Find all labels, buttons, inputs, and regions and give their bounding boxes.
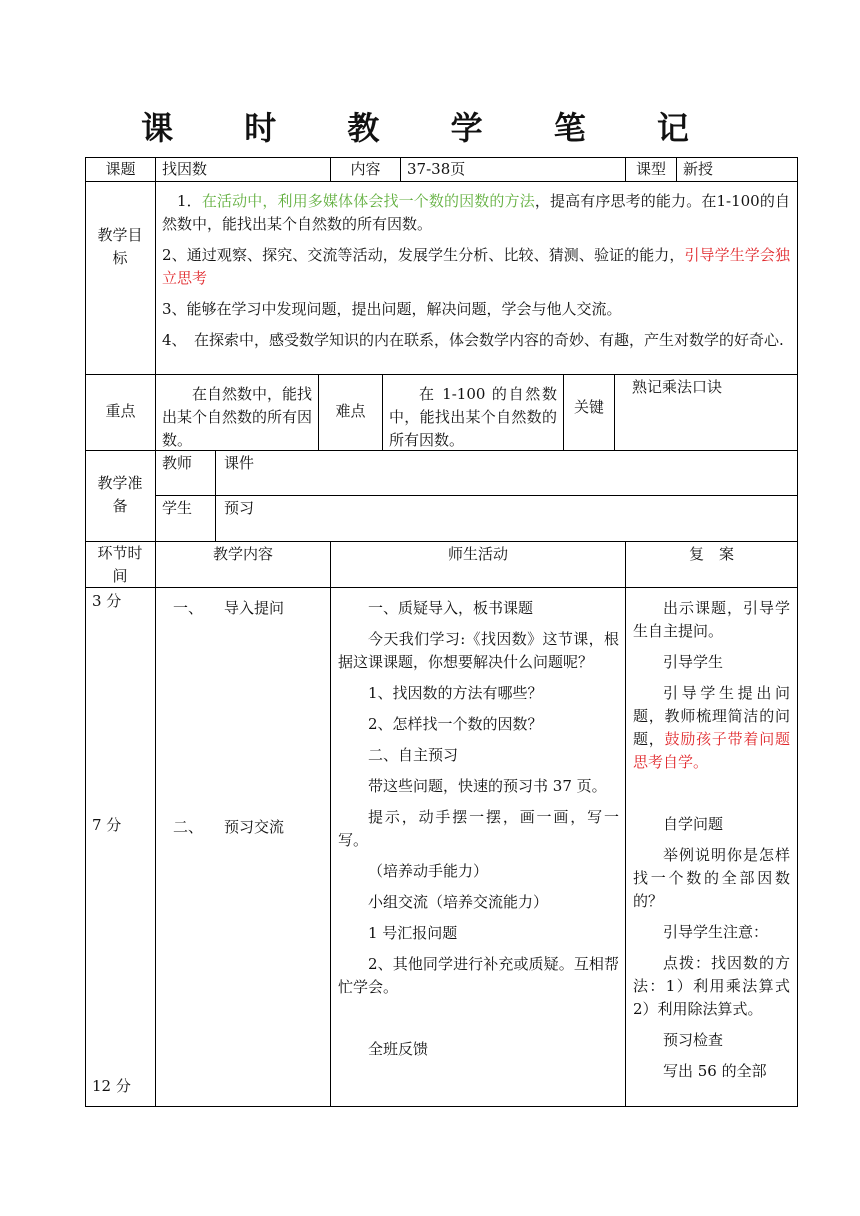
key-point-label: 重点	[105, 402, 136, 420]
activity-line: 2、其他同学进行补充或质疑。互相帮忙学会。	[338, 955, 619, 996]
content-2-text: 预习交流	[224, 818, 285, 836]
objective-1-rest: ，提高有序思考的能力。在1-100的自然数中，能找出某个自然数的所有因数。	[162, 192, 790, 233]
content-2-num: 二、	[173, 818, 204, 836]
activity-line: （培养动手能力）	[368, 862, 489, 880]
content-value: 37-38页	[407, 160, 466, 178]
content-1-text: 导入提问	[224, 599, 285, 617]
difficulty-label: 难点	[335, 402, 366, 420]
activity-column	[338, 597, 619, 1061]
objective-2-main: 2、通过观察、探究、交流等活动，发展学生分析、比较、猜测、验证的能力，	[162, 246, 685, 264]
topic-value: 找因数	[162, 160, 208, 178]
prep-teacher-label: 教师	[162, 454, 193, 472]
activity-line: 提示，动手摆一摆，画一画，写一写。	[338, 808, 619, 849]
prep-student-value: 预习	[224, 499, 255, 517]
objective-3: 3、能够在学习中发现问题，提出问题，解决问题，学会与他人交流。	[162, 300, 622, 318]
review-line: 自学问题	[663, 815, 724, 833]
review-line: 点拨：找因数的方法：1）利用乘法算式 2）利用除法算式。	[633, 954, 790, 1018]
prep-teacher-value: 课件	[224, 454, 255, 472]
col-content: 教学内容	[212, 545, 273, 563]
review-line: 出示课题，引导学生自主提问。	[633, 599, 790, 640]
crux-label: 关键	[573, 398, 604, 416]
content-1-num: 一、	[173, 599, 204, 617]
objective-1-prefix: 1．	[177, 192, 202, 210]
review-line: 举例说明你是怎样找一个数的全部因数的？	[633, 846, 790, 910]
review-line: 引导学生注意：	[663, 923, 769, 941]
col-time: 环节时间	[97, 544, 143, 585]
activity-line: 二、自主预习	[368, 746, 459, 764]
activity-line: 今天我们学习:《找因数》这节课，根据这课课题，你想要解决什么问题呢？	[338, 630, 619, 671]
type-label: 课型	[635, 160, 666, 178]
review-line: 引导学生	[663, 653, 724, 671]
activity-line: 一、质疑导入，板书课题	[368, 599, 534, 617]
time-1: 3 分	[92, 592, 122, 610]
activity-line: 1、找因数的方法有哪些？	[368, 684, 543, 702]
review-line: 写出 56 的全部	[663, 1062, 767, 1080]
review-highlight: 鼓励孩子带着问题思考自学。	[633, 730, 790, 771]
activity-line: 小组交流（培养交流能力）	[368, 893, 549, 911]
time-3: 12 分	[92, 1077, 131, 1095]
objective-2-highlight: 引导学生学会独立思考	[162, 246, 790, 287]
review-line: 引导学生提出问题，教师梳理简洁的问题，	[633, 684, 790, 748]
crux-text: 熟记乘法口诀	[632, 378, 723, 396]
review-column	[633, 597, 790, 1083]
type-value: 新授	[683, 160, 714, 178]
topic-label: 课题	[105, 160, 136, 178]
page-title: 课 时 教 学 笔 记	[141, 109, 719, 147]
prep-label: 教学准备	[97, 474, 143, 515]
col-review: 复 案	[688, 545, 734, 563]
activity-line: 2、怎样找一个数的因数？	[368, 715, 543, 733]
activity-line: 全班反馈	[368, 1040, 429, 1058]
review-line: 预习检查	[663, 1031, 724, 1049]
objective-4: 4、 在探索中，感受数学知识的内在联系，体会数学内容的奇妙、有趣，产生对数学的好奇心.	[162, 331, 784, 349]
activity-line: 带这些问题，快速的预习书 37 页。	[368, 777, 607, 795]
difficulty-text: 在 1-100 的自然数中，能找出某个自然数的所有因数。	[389, 385, 557, 449]
activity-line: 1 号汇报问题	[368, 924, 458, 942]
col-activity: 师生活动	[447, 545, 508, 563]
key-point-text: 在自然数中，能找出某个自然数的所有因数。	[162, 385, 313, 449]
objectives-content	[162, 190, 790, 352]
objective-1-highlight: 在活动中，利用多媒体体会找一个数的因数的方法	[201, 192, 535, 210]
time-2: 7 分	[92, 816, 122, 834]
prep-student-label: 学生	[162, 499, 193, 517]
objectives-label: 教学目标	[97, 226, 143, 267]
content-label: 内容	[350, 160, 381, 178]
